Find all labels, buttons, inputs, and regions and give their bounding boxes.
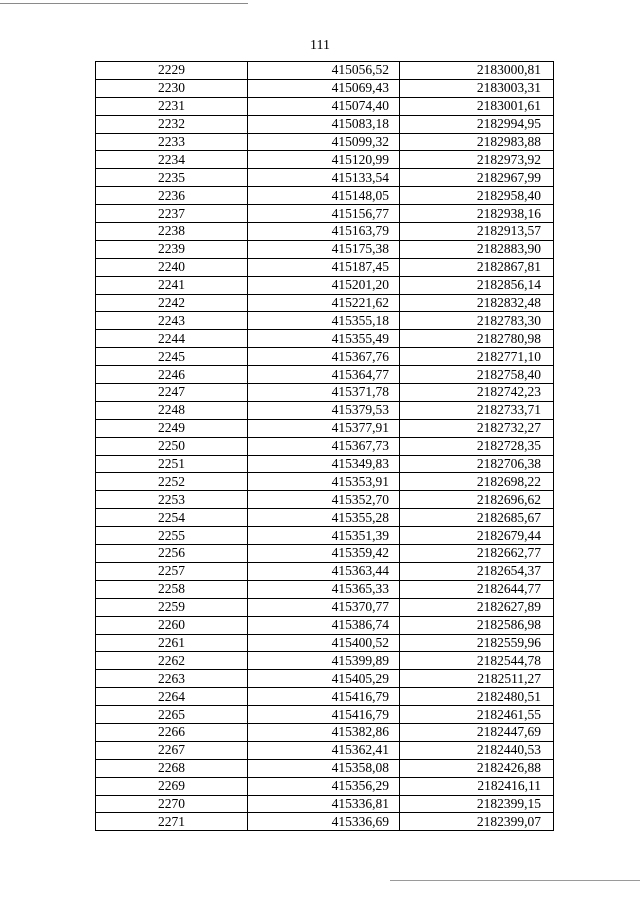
table-row [96, 401, 554, 419]
table-row [96, 97, 554, 115]
y-coordinate-cell: 2182559,96 [400, 634, 554, 652]
point-number-cell: 2248 [96, 401, 248, 419]
point-number-cell: 2243 [96, 312, 248, 330]
table-row [96, 562, 554, 580]
table-row [96, 580, 554, 598]
table-row [96, 741, 554, 759]
y-coordinate-cell: 2182994,95 [400, 115, 554, 133]
scan-edge-line-top [0, 3, 248, 4]
x-coordinate-cell: 415074,40 [248, 97, 400, 115]
x-coordinate-cell: 415358,08 [248, 759, 400, 777]
y-coordinate-cell: 2182780,98 [400, 330, 554, 348]
x-coordinate-cell: 415148,05 [248, 187, 400, 205]
table-row [96, 509, 554, 527]
x-coordinate-cell: 415377,91 [248, 419, 400, 437]
table-row [96, 795, 554, 813]
point-number-cell: 2256 [96, 545, 248, 563]
point-number-cell: 2268 [96, 759, 248, 777]
x-coordinate-cell: 415133,54 [248, 169, 400, 187]
table-row [96, 473, 554, 491]
x-coordinate-cell: 415349,83 [248, 455, 400, 473]
y-coordinate-cell: 2182742,23 [400, 384, 554, 402]
x-coordinate-cell: 415365,33 [248, 580, 400, 598]
table-row [96, 240, 554, 258]
table-row [96, 79, 554, 97]
point-number-cell: 2263 [96, 670, 248, 688]
y-coordinate-cell: 2182733,71 [400, 401, 554, 419]
table-row [96, 437, 554, 455]
y-coordinate-cell: 2182883,90 [400, 240, 554, 258]
y-coordinate-cell: 2182685,67 [400, 509, 554, 527]
point-number-cell: 2242 [96, 294, 248, 312]
x-coordinate-cell: 415083,18 [248, 115, 400, 133]
y-coordinate-cell: 2182654,37 [400, 562, 554, 580]
table-row [96, 455, 554, 473]
x-coordinate-cell: 415363,44 [248, 562, 400, 580]
y-coordinate-cell: 2182983,88 [400, 133, 554, 151]
x-coordinate-cell: 415099,32 [248, 133, 400, 151]
point-number-cell: 2240 [96, 258, 248, 276]
y-coordinate-cell: 2182867,81 [400, 258, 554, 276]
table-row [96, 223, 554, 241]
y-coordinate-cell: 2182627,89 [400, 598, 554, 616]
y-coordinate-cell: 2182696,62 [400, 491, 554, 509]
y-coordinate-cell: 2182426,88 [400, 759, 554, 777]
point-number-cell: 2246 [96, 366, 248, 384]
table-row [96, 670, 554, 688]
table-row [96, 634, 554, 652]
table-row [96, 706, 554, 724]
x-coordinate-cell: 415386,74 [248, 616, 400, 634]
point-number-cell: 2265 [96, 706, 248, 724]
y-coordinate-cell: 2182973,92 [400, 151, 554, 169]
x-coordinate-cell: 415416,79 [248, 688, 400, 706]
point-number-cell: 2234 [96, 151, 248, 169]
point-number-cell: 2251 [96, 455, 248, 473]
x-coordinate-cell: 415416,79 [248, 706, 400, 724]
point-number-cell: 2239 [96, 240, 248, 258]
table-row [96, 294, 554, 312]
y-coordinate-cell: 2182586,98 [400, 616, 554, 634]
y-coordinate-cell: 2183003,31 [400, 79, 554, 97]
y-coordinate-cell: 2182758,40 [400, 366, 554, 384]
y-coordinate-cell: 2183000,81 [400, 62, 554, 80]
y-coordinate-cell: 2182440,53 [400, 741, 554, 759]
y-coordinate-cell: 2182662,77 [400, 545, 554, 563]
x-coordinate-cell: 415336,69 [248, 813, 400, 831]
x-coordinate-cell: 415370,77 [248, 598, 400, 616]
x-coordinate-cell: 415355,49 [248, 330, 400, 348]
y-coordinate-cell: 2182644,77 [400, 580, 554, 598]
point-number-cell: 2249 [96, 419, 248, 437]
point-number-cell: 2262 [96, 652, 248, 670]
point-number-cell: 2257 [96, 562, 248, 580]
table-row [96, 205, 554, 223]
table-row [96, 777, 554, 795]
table-row [96, 312, 554, 330]
table-row [96, 276, 554, 294]
x-coordinate-cell: 415163,79 [248, 223, 400, 241]
table-row [96, 652, 554, 670]
point-number-cell: 2255 [96, 527, 248, 545]
point-number-cell: 2244 [96, 330, 248, 348]
y-coordinate-cell: 2182461,55 [400, 706, 554, 724]
y-coordinate-cell: 2182958,40 [400, 187, 554, 205]
x-coordinate-cell: 415400,52 [248, 634, 400, 652]
table-row [96, 115, 554, 133]
table-row [96, 759, 554, 777]
table-row [96, 187, 554, 205]
point-number-cell: 2261 [96, 634, 248, 652]
y-coordinate-cell: 2182679,44 [400, 527, 554, 545]
point-number-cell: 2258 [96, 580, 248, 598]
y-coordinate-cell: 2182732,27 [400, 419, 554, 437]
table-row [96, 688, 554, 706]
table-row [96, 62, 554, 80]
y-coordinate-cell: 2182728,35 [400, 437, 554, 455]
y-coordinate-cell: 2182544,78 [400, 652, 554, 670]
scan-edge-line-bottom [390, 880, 640, 881]
table-row [96, 366, 554, 384]
y-coordinate-cell: 2182967,99 [400, 169, 554, 187]
x-coordinate-cell: 415364,77 [248, 366, 400, 384]
point-number-cell: 2230 [96, 79, 248, 97]
x-coordinate-cell: 415187,45 [248, 258, 400, 276]
y-coordinate-cell: 2182706,38 [400, 455, 554, 473]
x-coordinate-cell: 415353,91 [248, 473, 400, 491]
y-coordinate-cell: 2182399,15 [400, 795, 554, 813]
y-coordinate-cell: 2182832,48 [400, 294, 554, 312]
point-number-cell: 2271 [96, 813, 248, 831]
x-coordinate-cell: 415405,29 [248, 670, 400, 688]
point-number-cell: 2247 [96, 384, 248, 402]
x-coordinate-cell: 415120,99 [248, 151, 400, 169]
x-coordinate-cell: 415352,70 [248, 491, 400, 509]
point-number-cell: 2229 [96, 62, 248, 80]
table-row [96, 616, 554, 634]
point-number-cell: 2235 [96, 169, 248, 187]
x-coordinate-cell: 415371,78 [248, 384, 400, 402]
x-coordinate-cell: 415355,18 [248, 312, 400, 330]
table-row [96, 813, 554, 831]
x-coordinate-cell: 415359,42 [248, 545, 400, 563]
point-number-cell: 2250 [96, 437, 248, 455]
y-coordinate-cell: 2182511,27 [400, 670, 554, 688]
coordinates-table [95, 61, 554, 831]
point-number-cell: 2236 [96, 187, 248, 205]
point-number-cell: 2269 [96, 777, 248, 795]
x-coordinate-cell: 415379,53 [248, 401, 400, 419]
point-number-cell: 2264 [96, 688, 248, 706]
point-number-cell: 2252 [96, 473, 248, 491]
table-row [96, 258, 554, 276]
y-coordinate-cell: 2182938,16 [400, 205, 554, 223]
y-coordinate-cell: 2183001,61 [400, 97, 554, 115]
x-coordinate-cell: 415356,29 [248, 777, 400, 795]
point-number-cell: 2267 [96, 741, 248, 759]
y-coordinate-cell: 2182783,30 [400, 312, 554, 330]
point-number-cell: 2260 [96, 616, 248, 634]
point-number-cell: 2232 [96, 115, 248, 133]
point-number-cell: 2270 [96, 795, 248, 813]
x-coordinate-cell: 415069,43 [248, 79, 400, 97]
x-coordinate-cell: 415351,39 [248, 527, 400, 545]
x-coordinate-cell: 415336,81 [248, 795, 400, 813]
table-row [96, 169, 554, 187]
table-row [96, 545, 554, 563]
y-coordinate-cell: 2182913,57 [400, 223, 554, 241]
y-coordinate-cell: 2182480,51 [400, 688, 554, 706]
point-number-cell: 2266 [96, 723, 248, 741]
x-coordinate-cell: 415056,52 [248, 62, 400, 80]
page-number: 111 [310, 38, 330, 53]
x-coordinate-cell: 415355,28 [248, 509, 400, 527]
y-coordinate-cell: 2182698,22 [400, 473, 554, 491]
point-number-cell: 2237 [96, 205, 248, 223]
x-coordinate-cell: 415221,62 [248, 294, 400, 312]
table-row [96, 491, 554, 509]
point-number-cell: 2254 [96, 509, 248, 527]
coordinates-table-body [96, 62, 554, 831]
table-row [96, 384, 554, 402]
point-number-cell: 2233 [96, 133, 248, 151]
table-row [96, 527, 554, 545]
table-row [96, 330, 554, 348]
x-coordinate-cell: 415156,77 [248, 205, 400, 223]
x-coordinate-cell: 415175,38 [248, 240, 400, 258]
point-number-cell: 2259 [96, 598, 248, 616]
point-number-cell: 2253 [96, 491, 248, 509]
point-number-cell: 2241 [96, 276, 248, 294]
x-coordinate-cell: 415367,76 [248, 348, 400, 366]
x-coordinate-cell: 415399,89 [248, 652, 400, 670]
table-row [96, 598, 554, 616]
y-coordinate-cell: 2182856,14 [400, 276, 554, 294]
table-row [96, 348, 554, 366]
point-number-cell: 2238 [96, 223, 248, 241]
y-coordinate-cell: 2182399,07 [400, 813, 554, 831]
point-number-cell: 2231 [96, 97, 248, 115]
x-coordinate-cell: 415367,73 [248, 437, 400, 455]
table-row [96, 419, 554, 437]
table-row [96, 133, 554, 151]
x-coordinate-cell: 415362,41 [248, 741, 400, 759]
point-number-cell: 2245 [96, 348, 248, 366]
y-coordinate-cell: 2182771,10 [400, 348, 554, 366]
y-coordinate-cell: 2182447,69 [400, 723, 554, 741]
x-coordinate-cell: 415201,20 [248, 276, 400, 294]
table-row [96, 151, 554, 169]
x-coordinate-cell: 415382,86 [248, 723, 400, 741]
y-coordinate-cell: 2182416,11 [400, 777, 554, 795]
table-row [96, 723, 554, 741]
